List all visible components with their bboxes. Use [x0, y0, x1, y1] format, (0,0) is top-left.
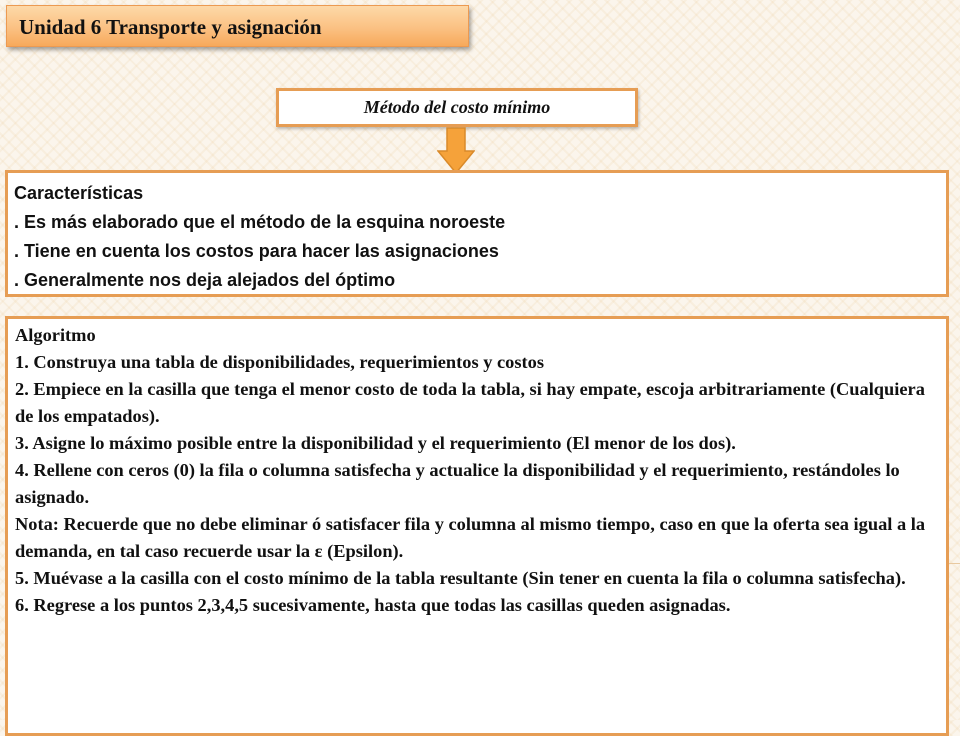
- algorithm-step: 1. Construya una tabla de disponibilidades, requerimientos y costos: [15, 352, 544, 372]
- slide-title: Unidad 6 Transporte y asignación: [6, 5, 469, 47]
- features-heading: Características: [14, 183, 144, 203]
- algorithm-note: Nota: Recuerde que no debe eliminar ó satisfacer fila y columna al mismo tiempo, caso en que la oferta sea igual a la demanda, en tal caso recuerde usar la ε (Epsilon).: [15, 514, 926, 561]
- algorithm-box: [5, 316, 949, 736]
- algorithm-step: 3. Asigne lo máximo posible entre la disponibilidad y el requerimiento (El menor de los dos).: [15, 433, 736, 453]
- down-arrow-icon: [437, 127, 475, 175]
- algorithm-step: 4. Rellene con ceros (0) la fila o columna satisfecha y actualice la disponibilidad y el requerimiento, restándoles lo asignado.: [15, 460, 900, 507]
- algorithm-step: 2. Empiece en la casilla que tenga el menor costo de toda la tabla, si hay empate, escoja arbitrariamente (Cualquiera de los empatados).: [15, 379, 925, 426]
- feature-item: . Generalmente nos deja alejados del óptimo: [14, 270, 396, 290]
- method-name-box: Método del costo mínimo: [276, 88, 638, 127]
- features-box: [5, 170, 949, 297]
- algorithm-heading: Algoritmo: [15, 325, 96, 345]
- decorative-divider: [949, 563, 960, 564]
- algorithm-step: 6. Regrese a los puntos 2,3,4,5 sucesivamente, hasta que todas las casillas queden asignadas.: [15, 595, 731, 615]
- feature-item: . Tiene en cuenta los costos para hacer las asignaciones: [14, 241, 499, 261]
- algorithm-step: 5. Muévase a la casilla con el costo mínimo de la tabla resultante (Sin tener en cuenta la fila o columna satisfecha).: [15, 568, 906, 588]
- feature-item: . Es más elaborado que el método de la esquina noroeste: [14, 212, 506, 232]
